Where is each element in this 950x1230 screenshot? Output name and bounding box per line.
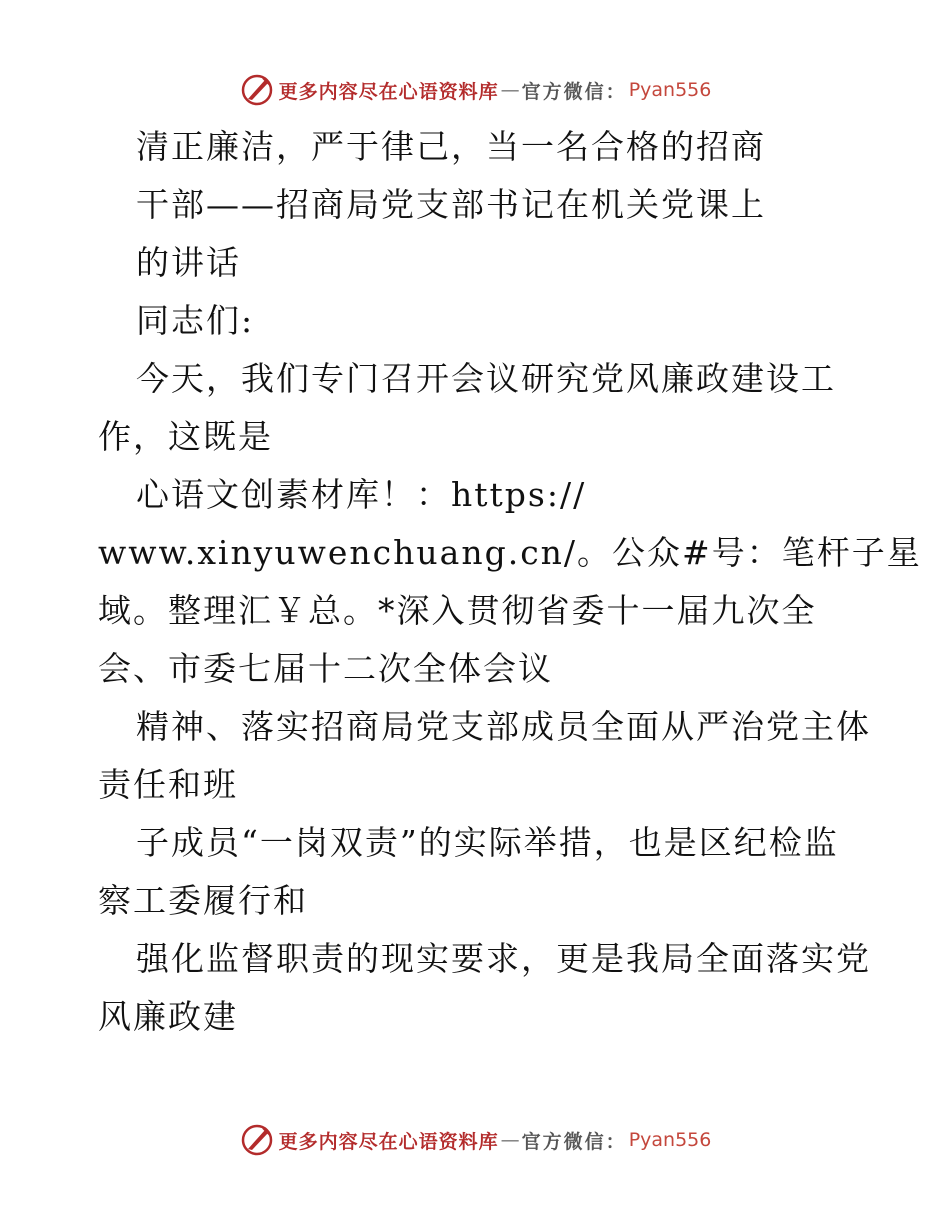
footer-watermark: [0, 1120, 950, 1160]
quill-pen-circle-icon: [239, 1122, 275, 1158]
watermark-id: Pyan556: [628, 79, 712, 101]
watermark-label: 官方微信：: [521, 1130, 627, 1153]
paragraph-line: 会、市委七届十二次全体会议: [98, 649, 553, 688]
watermark-label: 官方微信：: [521, 80, 627, 103]
paragraph-line: 强化监督职责的现实要求，更是我局全面落实党: [136, 939, 871, 978]
paragraph-line: 心语文创素材库！：https://: [136, 475, 587, 514]
header-watermark: [0, 70, 950, 110]
paragraph-line: 风廉政建: [98, 997, 238, 1036]
title-line-2: 干部——招商局党支部书记在机关党课上: [136, 185, 766, 224]
watermark-site-text: 更多内容尽在心语资料库: [278, 80, 499, 103]
watermark-separator: —: [500, 79, 520, 101]
watermark-id: Pyan556: [628, 1129, 712, 1151]
paragraph-line: www.xinyuwenchuang.cn/。公众#号：笔杆子星: [98, 533, 922, 572]
document-body: [98, 118, 922, 1046]
salutation: 同志们:: [136, 301, 255, 340]
title-line-1: 清正廉洁，严于律己，当一名合格的招商: [136, 127, 766, 166]
watermark-separator: —: [500, 1129, 520, 1151]
paragraph-line: 察工委履行和: [98, 881, 308, 920]
watermark-site-text: 更多内容尽在心语资料库: [278, 1130, 499, 1153]
paragraph-line: 作，这既是: [98, 417, 273, 456]
title-line-3: 的讲话: [136, 243, 241, 282]
paragraph-line: 精神、落实招商局党支部成员全面从严治党主体: [136, 707, 871, 746]
paragraph-line: 责任和班: [98, 765, 238, 804]
quill-pen-circle-icon: [239, 72, 275, 108]
paragraph-line: 域。整理汇￥总。*深入贯彻省委十一届九次全: [98, 591, 817, 630]
paragraph-line: 今天，我们专门召开会议研究党风廉政建设工: [136, 359, 836, 398]
paragraph-line: 子成员“一岗双责”的实际举措，也是区纪检监: [136, 823, 839, 862]
